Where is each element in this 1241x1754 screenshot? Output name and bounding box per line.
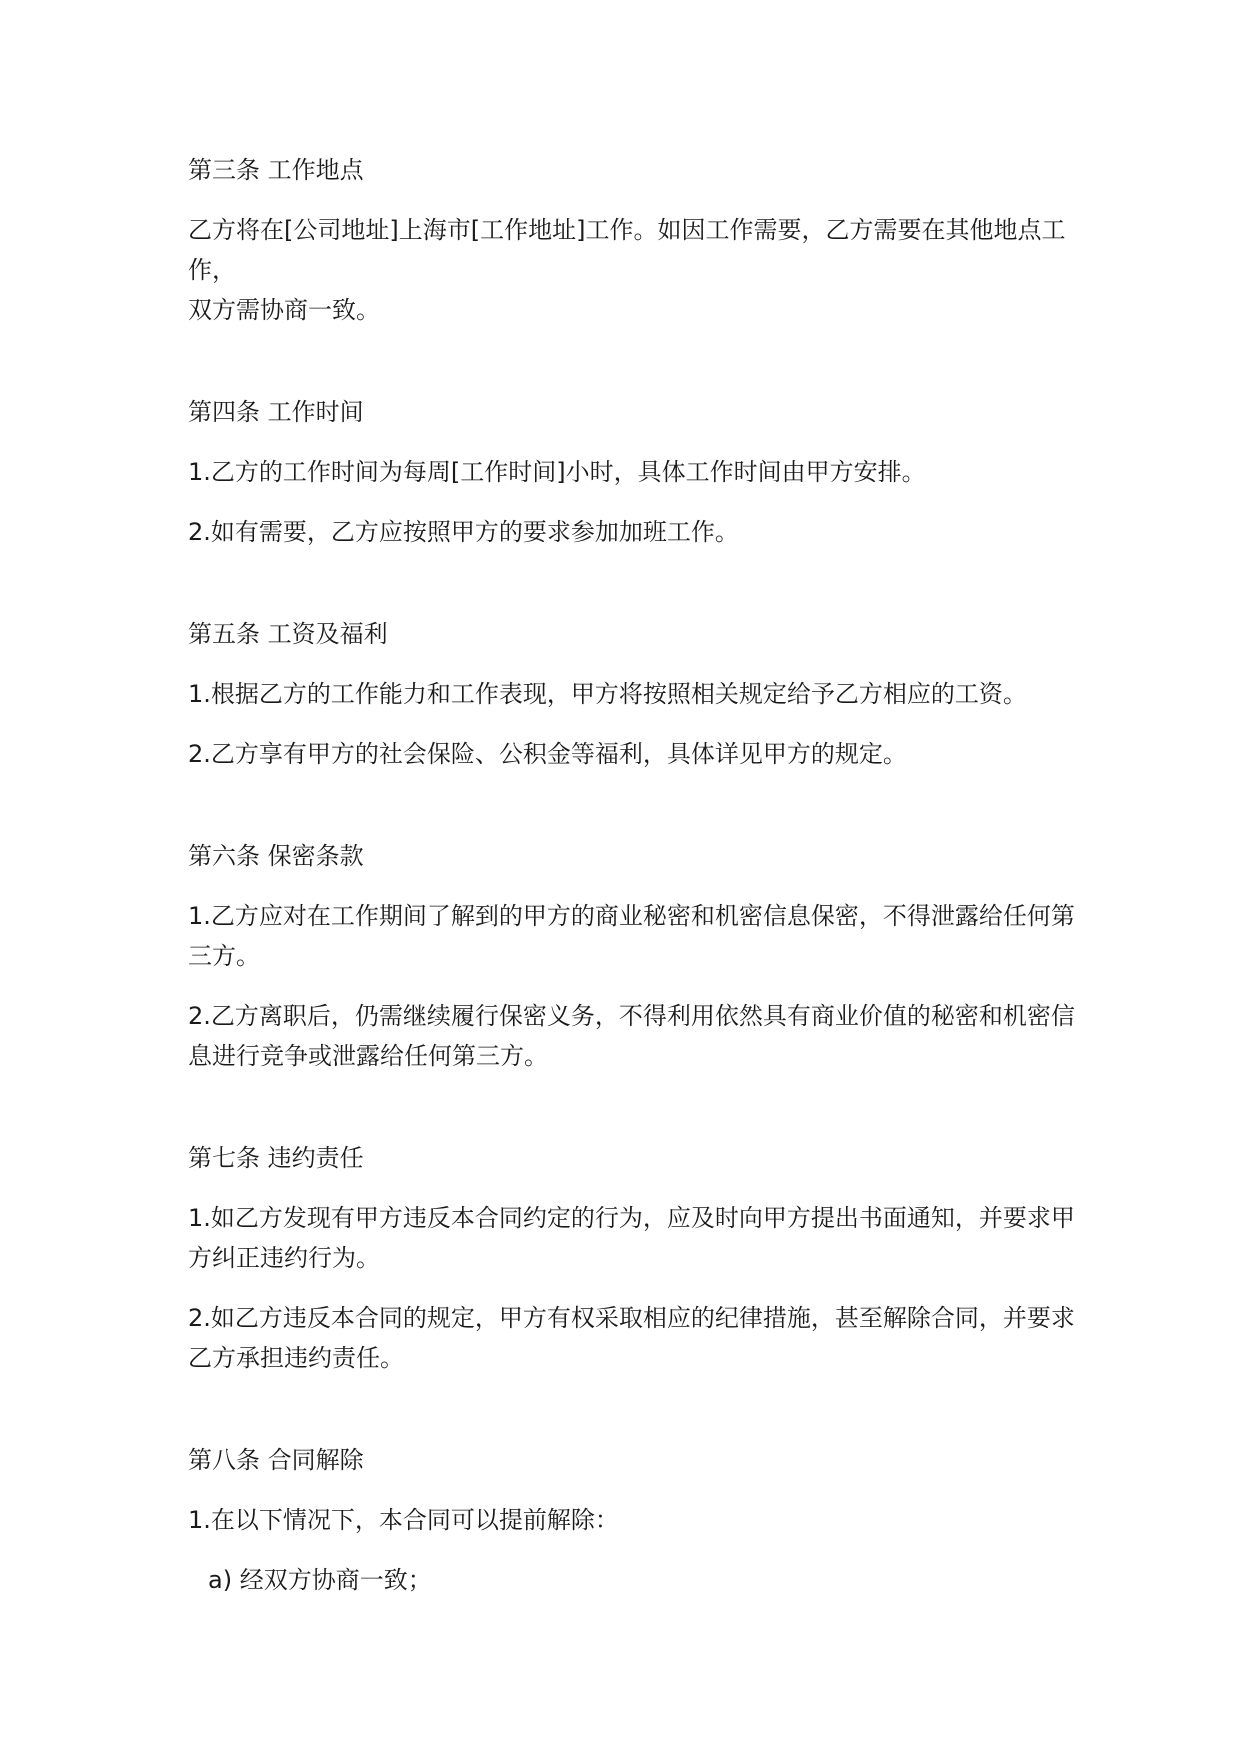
article-3-heading: 第三条 工作地点 <box>188 156 364 184</box>
article-5-paragraph-2: 2.乙方享有甲方的社会保险、公积金等福利，具体详见甲方的规定。 <box>188 740 907 768</box>
article-8-paragraph-1: 1.在以下情况下，本合同可以提前解除： <box>188 1506 619 1534</box>
article-6-heading: 第六条 保密条款 <box>188 842 364 870</box>
article-7-heading: 第七条 违约责任 <box>188 1144 364 1172</box>
article-3-section <box>188 150 1088 330</box>
article-4-heading: 第四条 工作时间 <box>188 398 364 426</box>
article-4-paragraph-1: 1.乙方的工作时间为每周[工作时间]小时，具体工作时间由甲方安排。 <box>188 458 926 486</box>
article-5-heading: 第五条 工资及福利 <box>188 620 388 648</box>
article-6-paragraph-2: 2.乙方离职后，仍需继续履行保密义务，不得利用依然具有商业价值的秘密和机密信 息进行竞争或泄露给任何第三方。 <box>188 1002 1075 1070</box>
article-4-paragraph-2: 2.如有需要，乙方应按照甲方的要求参加加班工作。 <box>188 518 739 546</box>
article-8-section <box>188 1440 1088 1600</box>
article-5-section <box>188 614 1088 774</box>
article-6-section <box>188 836 1088 1076</box>
document-body <box>188 150 1088 1662</box>
article-8-heading: 第八条 合同解除 <box>188 1446 364 1474</box>
article-7-paragraph-1: 1.如乙方发现有甲方违反本合同约定的行为，应及时向甲方提出书面通知，并要求甲 方纠正违约行为。 <box>188 1204 1075 1272</box>
article-5-paragraph-1: 1.根据乙方的工作能力和工作表现，甲方将按照相关规定给予乙方相应的工资。 <box>188 680 1027 708</box>
article-3-paragraph-1: 乙方将在[公司地址]上海市[工作地址]工作。如因工作需要，乙方需要在其他地点工作， 双方需协商一致。 <box>188 216 1066 324</box>
article-7-paragraph-2: 2.如乙方违反本合同的规定，甲方有权采取相应的纪律措施，甚至解除合同，并要求 乙方承担违约责任。 <box>188 1304 1075 1372</box>
article-8-subitem-a: a) 经双方协商一致； <box>208 1566 432 1594</box>
article-7-section <box>188 1138 1088 1378</box>
article-6-paragraph-1: 1.乙方应对在工作期间了解到的甲方的商业秘密和机密信息保密，不得泄露给任何第 三方。 <box>188 902 1075 970</box>
article-4-section <box>188 392 1088 552</box>
